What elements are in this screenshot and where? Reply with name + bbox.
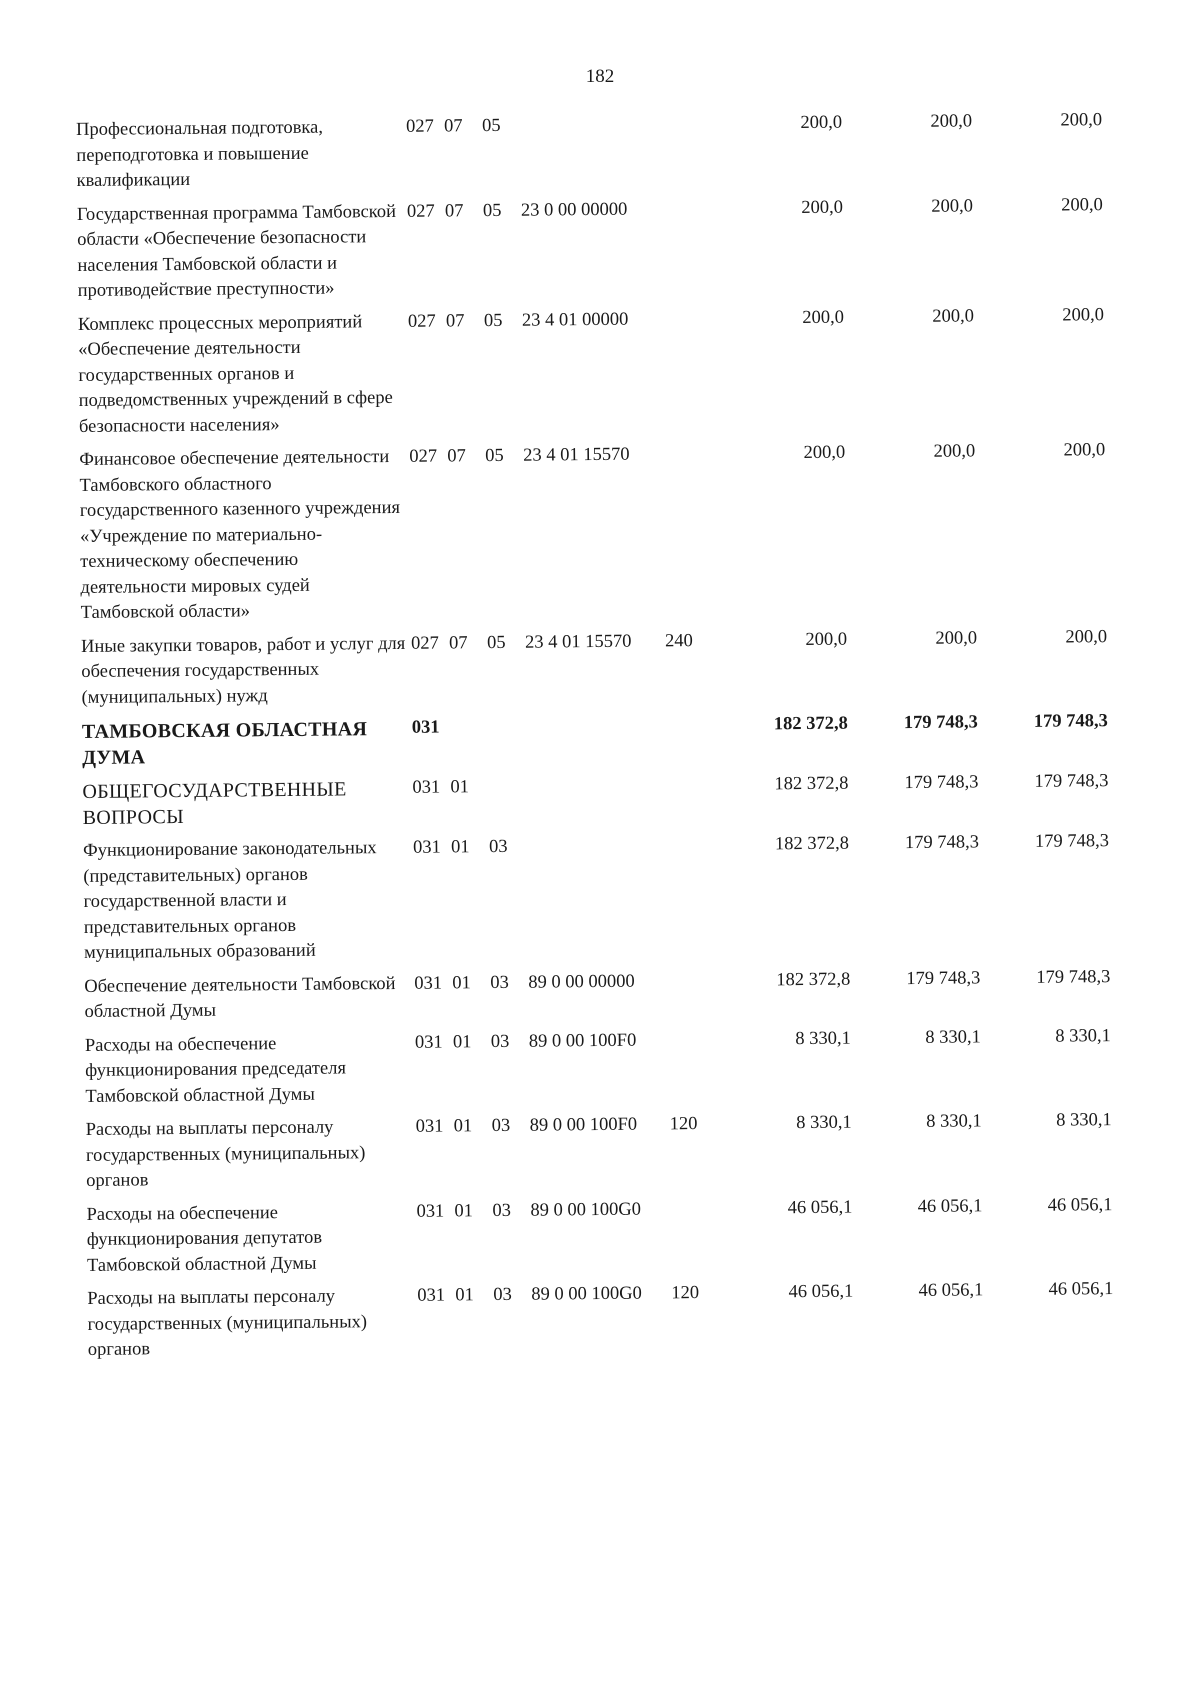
- value-year-1: 200,0: [803, 442, 846, 464]
- csr-code: 89 0 00 100F0: [529, 1114, 638, 1136]
- vr-code: 240: [664, 630, 693, 651]
- value-year-2: 8 330,1: [925, 1026, 981, 1048]
- value-year-1: 46 056,1: [788, 1281, 854, 1303]
- vr-code: [666, 773, 726, 774]
- ved-code: 031: [416, 1201, 445, 1222]
- pr-code: 03: [488, 836, 508, 858]
- table-row: [81, 624, 1172, 711]
- table-row: [83, 829, 1174, 967]
- rz-code: 01: [450, 837, 470, 858]
- value-year-2: 179 748,3: [904, 832, 980, 854]
- row-name: Расходы на выплаты персоналу государственных (муниципальных) органов: [87, 1286, 368, 1360]
- table-row: [86, 1192, 1177, 1279]
- value-year-2: 200,0: [932, 305, 975, 327]
- value-year-3: 8 330,1: [1056, 1110, 1112, 1131]
- value-year-2: 200,0: [933, 441, 976, 462]
- ved-code: 031: [417, 1285, 446, 1306]
- value-year-3: 179 748,3: [1033, 711, 1108, 732]
- csr-code: 23 4 01 15570: [524, 631, 632, 653]
- csr-code: [527, 833, 667, 834]
- csr-code: 89 0 00 100G0: [530, 1199, 642, 1221]
- value-year-2: 200,0: [930, 111, 973, 132]
- csr-code: [520, 112, 660, 113]
- ved-code: 031: [411, 717, 440, 738]
- row-name: Обеспечение деятельности Тамбовской областной Думы: [84, 973, 396, 1022]
- row-name: Иные закупки товаров, работ и услуг для обеспечения государственных (муниципальных) нужд: [80, 633, 406, 708]
- value-year-1: 182 372,8: [774, 773, 849, 795]
- ved-code: 031: [414, 1032, 443, 1053]
- pr-code: 05: [482, 115, 501, 137]
- table-row: [87, 1276, 1178, 1363]
- ved-code: 027: [406, 201, 435, 222]
- ved-code: 031: [412, 837, 441, 858]
- value-year-1: 182 372,8: [773, 713, 848, 735]
- value-year-3: 179 748,3: [1034, 831, 1110, 852]
- ved-code: 027: [410, 633, 439, 654]
- value-year-2: 46 056,1: [918, 1280, 984, 1301]
- table-row: [82, 769, 1172, 831]
- rz-code: 01: [454, 1200, 474, 1221]
- csr-code: 89 0 00 100F0: [528, 1030, 637, 1052]
- csr-code: 23 0 00 00000: [520, 199, 628, 221]
- vr-code: 120: [671, 1283, 700, 1304]
- ved-code: 027: [409, 446, 438, 467]
- csr-code: 89 0 00 00000: [528, 971, 635, 993]
- value-year-1: 200,0: [802, 307, 845, 328]
- row-name: Расходы на обеспечение функционирования председателя Тамбовской областной Думы: [84, 1033, 347, 1107]
- csr-code: 23 4 01 15570: [523, 444, 630, 466]
- value-year-3: 200,0: [1060, 110, 1103, 131]
- rz-code: 01: [455, 1285, 474, 1306]
- row-name: ТАМБОВСКАЯ ОБЛАСТНАЯ ДУМА: [81, 718, 368, 769]
- table-row: [86, 1107, 1177, 1194]
- row-name: Финансовое обеспечение деятельности Тамбовского областного государственного казенного учреждения «Учреждение по материально-техническому обеспечению деятельности мировых судей Тамбовской области»: [79, 447, 401, 623]
- table-row: [85, 1023, 1176, 1110]
- vr-code: [663, 442, 723, 443]
- value-year-3: 200,0: [1065, 626, 1108, 648]
- row-name: Комплекс процессных мероприятий «Обеспечение деятельности государственных органов и подведомственных учреждений в сфере безопасности населения»: [77, 311, 393, 437]
- rz-code: 07: [444, 200, 464, 221]
- value-year-3: 200,0: [1062, 304, 1105, 326]
- vr-code: [670, 1196, 730, 1197]
- csr-code: 23 4 01 00000: [521, 309, 629, 331]
- pr-code: 03: [492, 1200, 512, 1221]
- vr-code: [662, 306, 722, 307]
- value-year-3: 8 330,1: [1055, 1025, 1111, 1047]
- table-row-section: [82, 709, 1172, 771]
- vr-code: [667, 833, 727, 834]
- csr-code: [526, 773, 666, 774]
- value-year-3: 179 748,3: [1034, 771, 1109, 792]
- budget-table: [76, 108, 1178, 1372]
- value-year-1: 200,0: [800, 112, 843, 134]
- value-year-2: 200,0: [931, 195, 973, 217]
- vr-code: [660, 112, 720, 113]
- pr-code: 05: [482, 200, 502, 221]
- rz-code: 07: [447, 446, 466, 467]
- pr-code: 03: [490, 972, 509, 993]
- ved-code: 027: [406, 116, 434, 137]
- rz-code: 01: [450, 777, 470, 798]
- value-year-3: 200,0: [1061, 194, 1103, 216]
- row-name: Функционирование законодательных (представительных) органов государственной власти и представительных органов муниципальных образований: [82, 838, 377, 963]
- ved-code: 031: [414, 973, 443, 994]
- value-year-3: 200,0: [1063, 440, 1106, 461]
- rz-code: 07: [444, 116, 463, 137]
- vr-code: [661, 196, 721, 197]
- value-year-1: 182 372,8: [776, 969, 851, 990]
- vr-code: [669, 1027, 729, 1028]
- table-row: [76, 108, 1167, 195]
- table-row: [77, 192, 1168, 304]
- csr-code: [526, 713, 666, 714]
- table-row: [78, 302, 1169, 440]
- row-name: Государственная программа Тамбовской области «Обеспечение безопасности населения Тамбовской области и противодействие преступности»: [76, 201, 397, 301]
- pr-code: 03: [490, 1031, 510, 1052]
- row-name: Расходы на обеспечение функционирования депутатов Тамбовской областной Думы: [86, 1202, 323, 1276]
- vr-code: 120: [669, 1114, 698, 1135]
- value-year-2: 8 330,1: [926, 1111, 982, 1132]
- rz-code: 07: [445, 310, 465, 331]
- value-year-2: 179 748,3: [906, 967, 981, 989]
- value-year-2: 200,0: [935, 627, 978, 649]
- value-year-2: 179 748,3: [904, 772, 979, 794]
- ved-code: 031: [412, 777, 441, 798]
- ved-code: 027: [407, 311, 436, 332]
- pr-code: 03: [491, 1115, 511, 1137]
- ved-code: 031: [415, 1116, 444, 1137]
- value-year-1: 8 330,1: [796, 1112, 852, 1134]
- row-name: ОБЩЕГОСУДАРСТВЕННЫЕ ВОПРОСЫ: [82, 778, 347, 829]
- value-year-2: 46 056,1: [917, 1195, 983, 1217]
- value-year-1: 182 372,8: [774, 833, 850, 855]
- value-year-3: 46 056,1: [1047, 1194, 1113, 1216]
- rz-code: 01: [452, 972, 471, 993]
- pr-code: 05: [485, 445, 504, 467]
- table-row: [84, 964, 1174, 1025]
- value-year-1: 8 330,1: [795, 1028, 851, 1049]
- value-year-1: 46 056,1: [787, 1197, 853, 1218]
- vr-code: [666, 713, 726, 714]
- table-row: [79, 438, 1171, 627]
- pr-code: 03: [493, 1284, 512, 1306]
- value-year-3: 46 056,1: [1048, 1279, 1114, 1300]
- page-number: 182: [585, 66, 615, 87]
- rz-code: 07: [448, 632, 468, 653]
- row-name: Профессиональная подготовка, переподготовка и повышение квалификации: [76, 117, 324, 191]
- pr-code: 05: [486, 632, 506, 653]
- value-year-1: 200,0: [805, 629, 848, 650]
- pr-code: 05: [483, 310, 503, 331]
- csr-code: 89 0 00 100G0: [531, 1283, 642, 1305]
- value-year-1: 200,0: [801, 197, 843, 218]
- rz-code: 01: [452, 1031, 472, 1052]
- vr-code: [668, 968, 728, 969]
- rz-code: 01: [453, 1116, 473, 1137]
- row-name: Расходы на выплаты персоналу государственных (муниципальных) органов: [85, 1117, 366, 1191]
- value-year-3: 179 748,3: [1036, 966, 1111, 988]
- value-year-2: 179 748,3: [903, 712, 978, 734]
